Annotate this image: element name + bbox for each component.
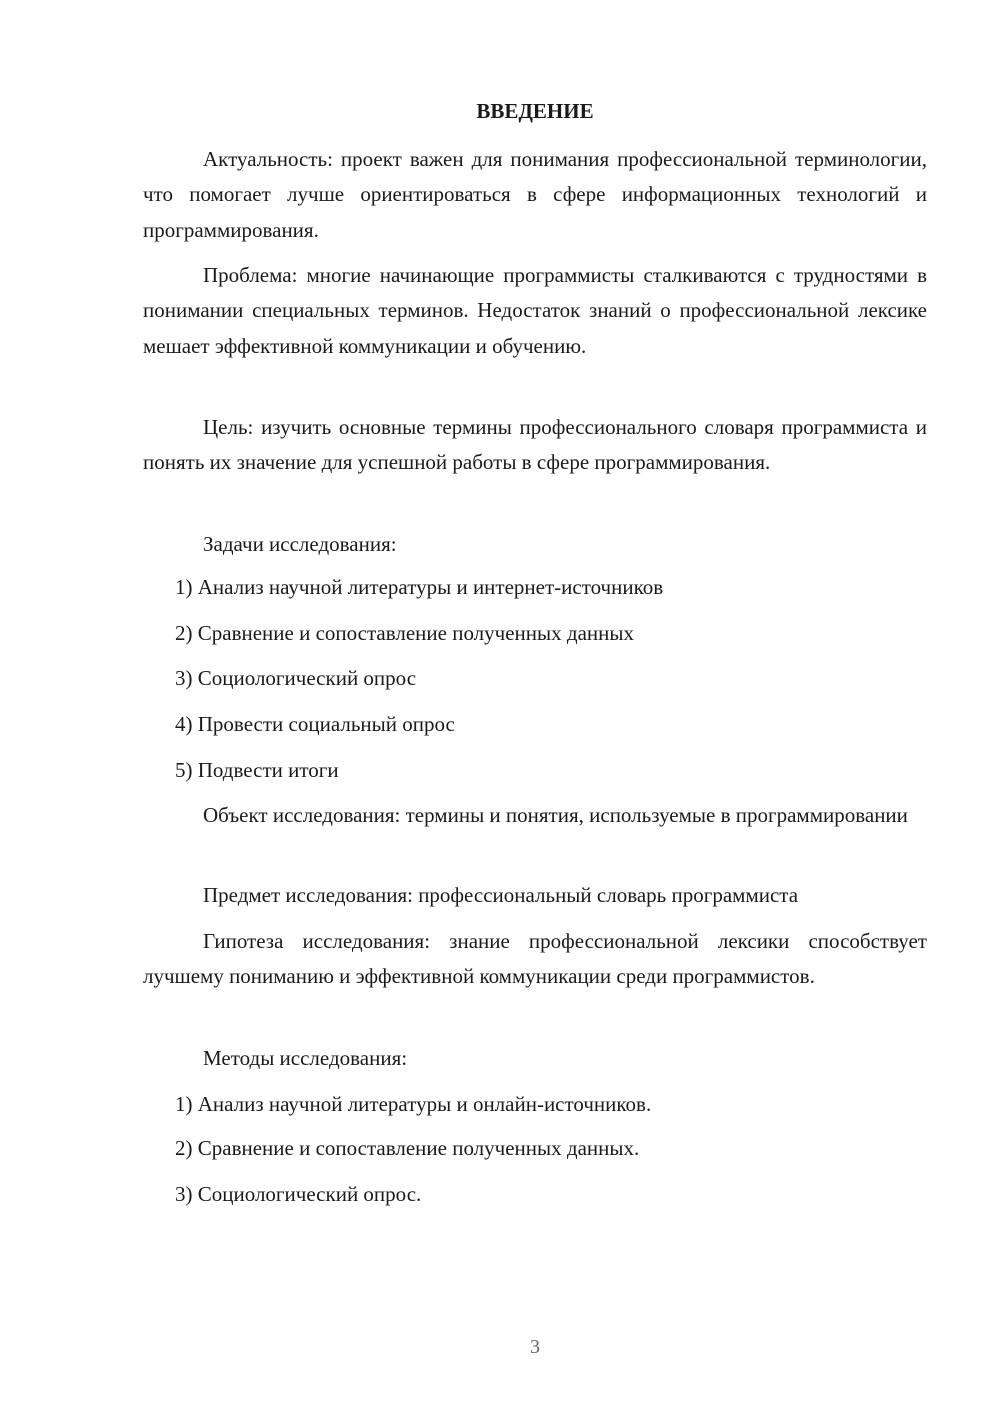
tasks-title: Задачи исследования:: [203, 532, 397, 556]
task-item-5: 5) Подвести итоги: [175, 758, 339, 782]
task-item-4: 4) Провести социальный опрос: [175, 712, 455, 736]
object-paragraph: Объект исследования: термины и понятия, используемые в программировании: [203, 803, 908, 827]
page-number: 3: [530, 1336, 540, 1358]
task-item-3: 3) Социологический опрос: [175, 666, 417, 690]
method-item-1: 1) Анализ научной литературы и онлайн-источников.: [175, 1092, 652, 1116]
methods-title: Методы исследования:: [203, 1046, 408, 1070]
relevance-paragraph: Актуальность: проект важен для понимания профессиональной терминологии, что помогает лучше ориентироваться в сфере информационных технологий и программирования.: [143, 147, 927, 242]
method-item-3: 3) Социологический опрос.: [175, 1182, 422, 1206]
section-heading: ВВЕДЕНИЕ: [476, 99, 594, 123]
task-item-2: 2) Сравнение и сопоставление полученных данных: [175, 621, 634, 645]
hypothesis-paragraph: Гипотеза исследования: знание профессиональной лексики способствует лучшему пониманию и эффективной коммуникации среди программистов.: [143, 929, 927, 989]
task-item-1: 1) Анализ научной литературы и интернет-источников: [175, 575, 664, 599]
subject-paragraph: Предмет исследования: профессиональный словарь программиста: [203, 883, 799, 907]
method-item-2: 2) Сравнение и сопоставление полученных данных.: [175, 1136, 640, 1160]
problem-paragraph: Проблема: многие начинающие программисты сталкиваются с трудностями в понимании специальных терминов. Недостаток знаний о профессиональной лексике мешает эффективной коммуникации и обучению.: [143, 263, 927, 358]
goal-paragraph: Цель: изучить основные термины профессионального словаря программиста и понять их значение для успешной работы в сфере программирования.: [143, 415, 927, 475]
